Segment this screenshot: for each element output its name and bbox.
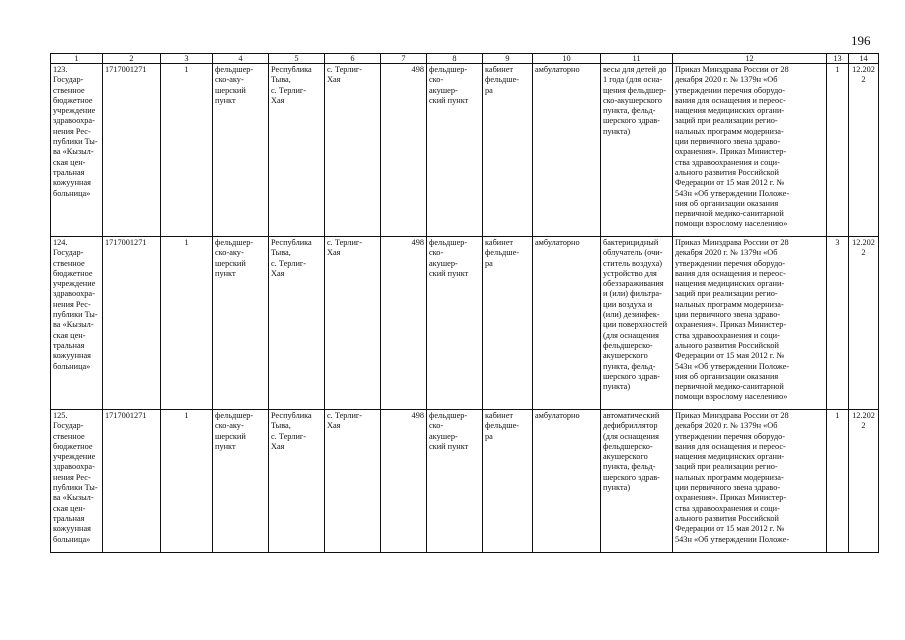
care-condition-cell: амбулаторно — [533, 237, 601, 410]
inn-cell: 1717001271 — [103, 237, 161, 410]
subdivision-cell: фельдшер- ско- акушер- ский пункт — [427, 64, 483, 237]
population-cell: 498 — [381, 237, 427, 410]
unit-type-cell: фельдшер- ско-аку- шерский пункт — [213, 410, 269, 553]
quantity-cell: 1 — [827, 64, 849, 237]
column-header: 6 — [325, 54, 381, 64]
care-condition-cell: амбулаторно — [533, 410, 601, 553]
room-cell: кабинет фельдше- ра — [483, 64, 533, 237]
equipment-cell: автоматический дефибриллятор (для оснащения фельдшерско- акушерского пункта, фельд- шерского здрав- пункта) — [601, 410, 673, 553]
regulation-cell: Приказ Минздрава России от 28 декабря 2020 г. № 1379н «Об утверждении перечня оборудо- вания для оснащения и переос- нащения медицинских органи- заций при реализации регио- нальных программ модерниза- ции первичного звена здраво- охранения». Приказ Министер- ства здравоохранения и соци- ального развития Российской Федерации от 15 мая 2012 г. № 543н «Об утверждении Положе- ния об организации оказания первичной медико-санитарной помощи взрослому населению» — [673, 237, 827, 410]
column-header: 8 — [427, 54, 483, 64]
address-cell: Республика Тыва, с. Терлиг- Хая — [269, 64, 325, 237]
column-number-row — [51, 54, 879, 64]
unit-type-cell: фельдшер- ско-аку- шерский пункт — [213, 237, 269, 410]
room-cell: кабинет фельдше- ра — [483, 237, 533, 410]
equipment-cell: бактерицидный облучатель (очи- ститель воздуха) устройство для обеззараживания и (или) фильтра- ции воздуха и (или) дезинфек- ции поверхностей (для оснащения фельдшерско- акушерского пункта, фельд- шерского здрав- пункта) — [601, 237, 673, 410]
settlement-cell: с. Терлиг- Хая — [325, 64, 381, 237]
inn-cell: 1717001271 — [103, 410, 161, 553]
settlement-cell: с. Терлиг- Хая — [325, 410, 381, 553]
regulation-cell: Приказ Минздрава России от 28 декабря 2020 г. № 1379н «Об утверждении перечня оборудо- вания для оснащения и переос- нащения медицинских органи- заций при реализации регио- нальных программ модерниза- ции первичного звена здраво- охранения». Приказ Министер- ства здравоохранения и соци- ального развития Российской Федерации от 15 мая 2012 г. № 543н «Об утверждении Положе- ния об организации оказания первичной медико-санитарной помощи взрослому населению» — [673, 64, 827, 237]
column-header: 2 — [103, 54, 161, 64]
subdivision-cell: фельдшер- ско- акушер- ский пункт — [427, 237, 483, 410]
column-header: 3 — [161, 54, 213, 64]
organization-cell: 123. Государ- ственное бюджетное учреждение здравоохра- нения Рес- публики Ты- ва «Кызыл- ская цен- тральная кожуунная больница» — [51, 64, 103, 237]
equipment-cell: весы для детей до 1 года (для осна- щения фельдшер- ско-акушерского пункта, фельд- шерского здрав- пункта) — [601, 64, 673, 237]
column-header: 12 — [673, 54, 827, 64]
code-cell: 1 — [161, 410, 213, 553]
code-cell: 1 — [161, 64, 213, 237]
code-cell: 1 — [161, 237, 213, 410]
column-header: 11 — [601, 54, 673, 64]
column-header: 10 — [533, 54, 601, 64]
regulation-cell: Приказ Минздрава России от 28 декабря 2020 г. № 1379н «Об утверждении перечня оборудо- вания для оснащения и переос- нащения медицинских органи- заций при реализации регио- нальных программ модерниза- ции первичного звена здраво- охранения». Приказ Министер- ства здравоохранения и соци- ального развития Российской Федерации от 15 мая 2012 г. № 543н «Об утверждении Положе- — [673, 410, 827, 553]
column-header: 1 — [51, 54, 103, 64]
page-number: 196 — [851, 33, 871, 48]
quantity-cell: 3 — [827, 237, 849, 410]
equipment-table — [50, 53, 879, 553]
address-cell: Республика Тыва, с. Терлиг- Хая — [269, 237, 325, 410]
settlement-cell: с. Терлиг- Хая — [325, 237, 381, 410]
unit-type-cell: фельдшер- ско-аку- шерский пункт — [213, 64, 269, 237]
address-cell: Республика Тыва, с. Терлиг- Хая — [269, 410, 325, 553]
care-condition-cell: амбулаторно — [533, 64, 601, 237]
subdivision-cell: фельдшер- ско- акушер- ский пункт — [427, 410, 483, 553]
column-header: 7 — [381, 54, 427, 64]
table-row — [51, 64, 879, 237]
table-row — [51, 410, 879, 553]
column-header: 14 — [849, 54, 879, 64]
population-cell: 498 — [381, 410, 427, 553]
quantity-cell: 1 — [827, 410, 849, 553]
column-header: 5 — [269, 54, 325, 64]
date-cell: 12.2022 — [849, 64, 879, 237]
room-cell: кабинет фельдше- ра — [483, 410, 533, 553]
inn-cell: 1717001271 — [103, 64, 161, 237]
date-cell: 12.2022 — [849, 237, 879, 410]
table-row — [51, 237, 879, 410]
date-cell: 12.2022 — [849, 410, 879, 553]
population-cell: 498 — [381, 64, 427, 237]
column-header: 9 — [483, 54, 533, 64]
organization-cell: 125. Государ- ственное бюджетное учреждение здравоохра- нения Рес- публики Ты- ва «Кызыл- ская цен- тральная кожуунная больница» — [51, 410, 103, 553]
organization-cell: 124. Государ- ственное бюджетное учреждение здравоохра- нения Рес- публики Ты- ва «Кызыл- ская цен- тральная кожуунная больница» — [51, 237, 103, 410]
column-header: 4 — [213, 54, 269, 64]
column-header: 13 — [827, 54, 849, 64]
